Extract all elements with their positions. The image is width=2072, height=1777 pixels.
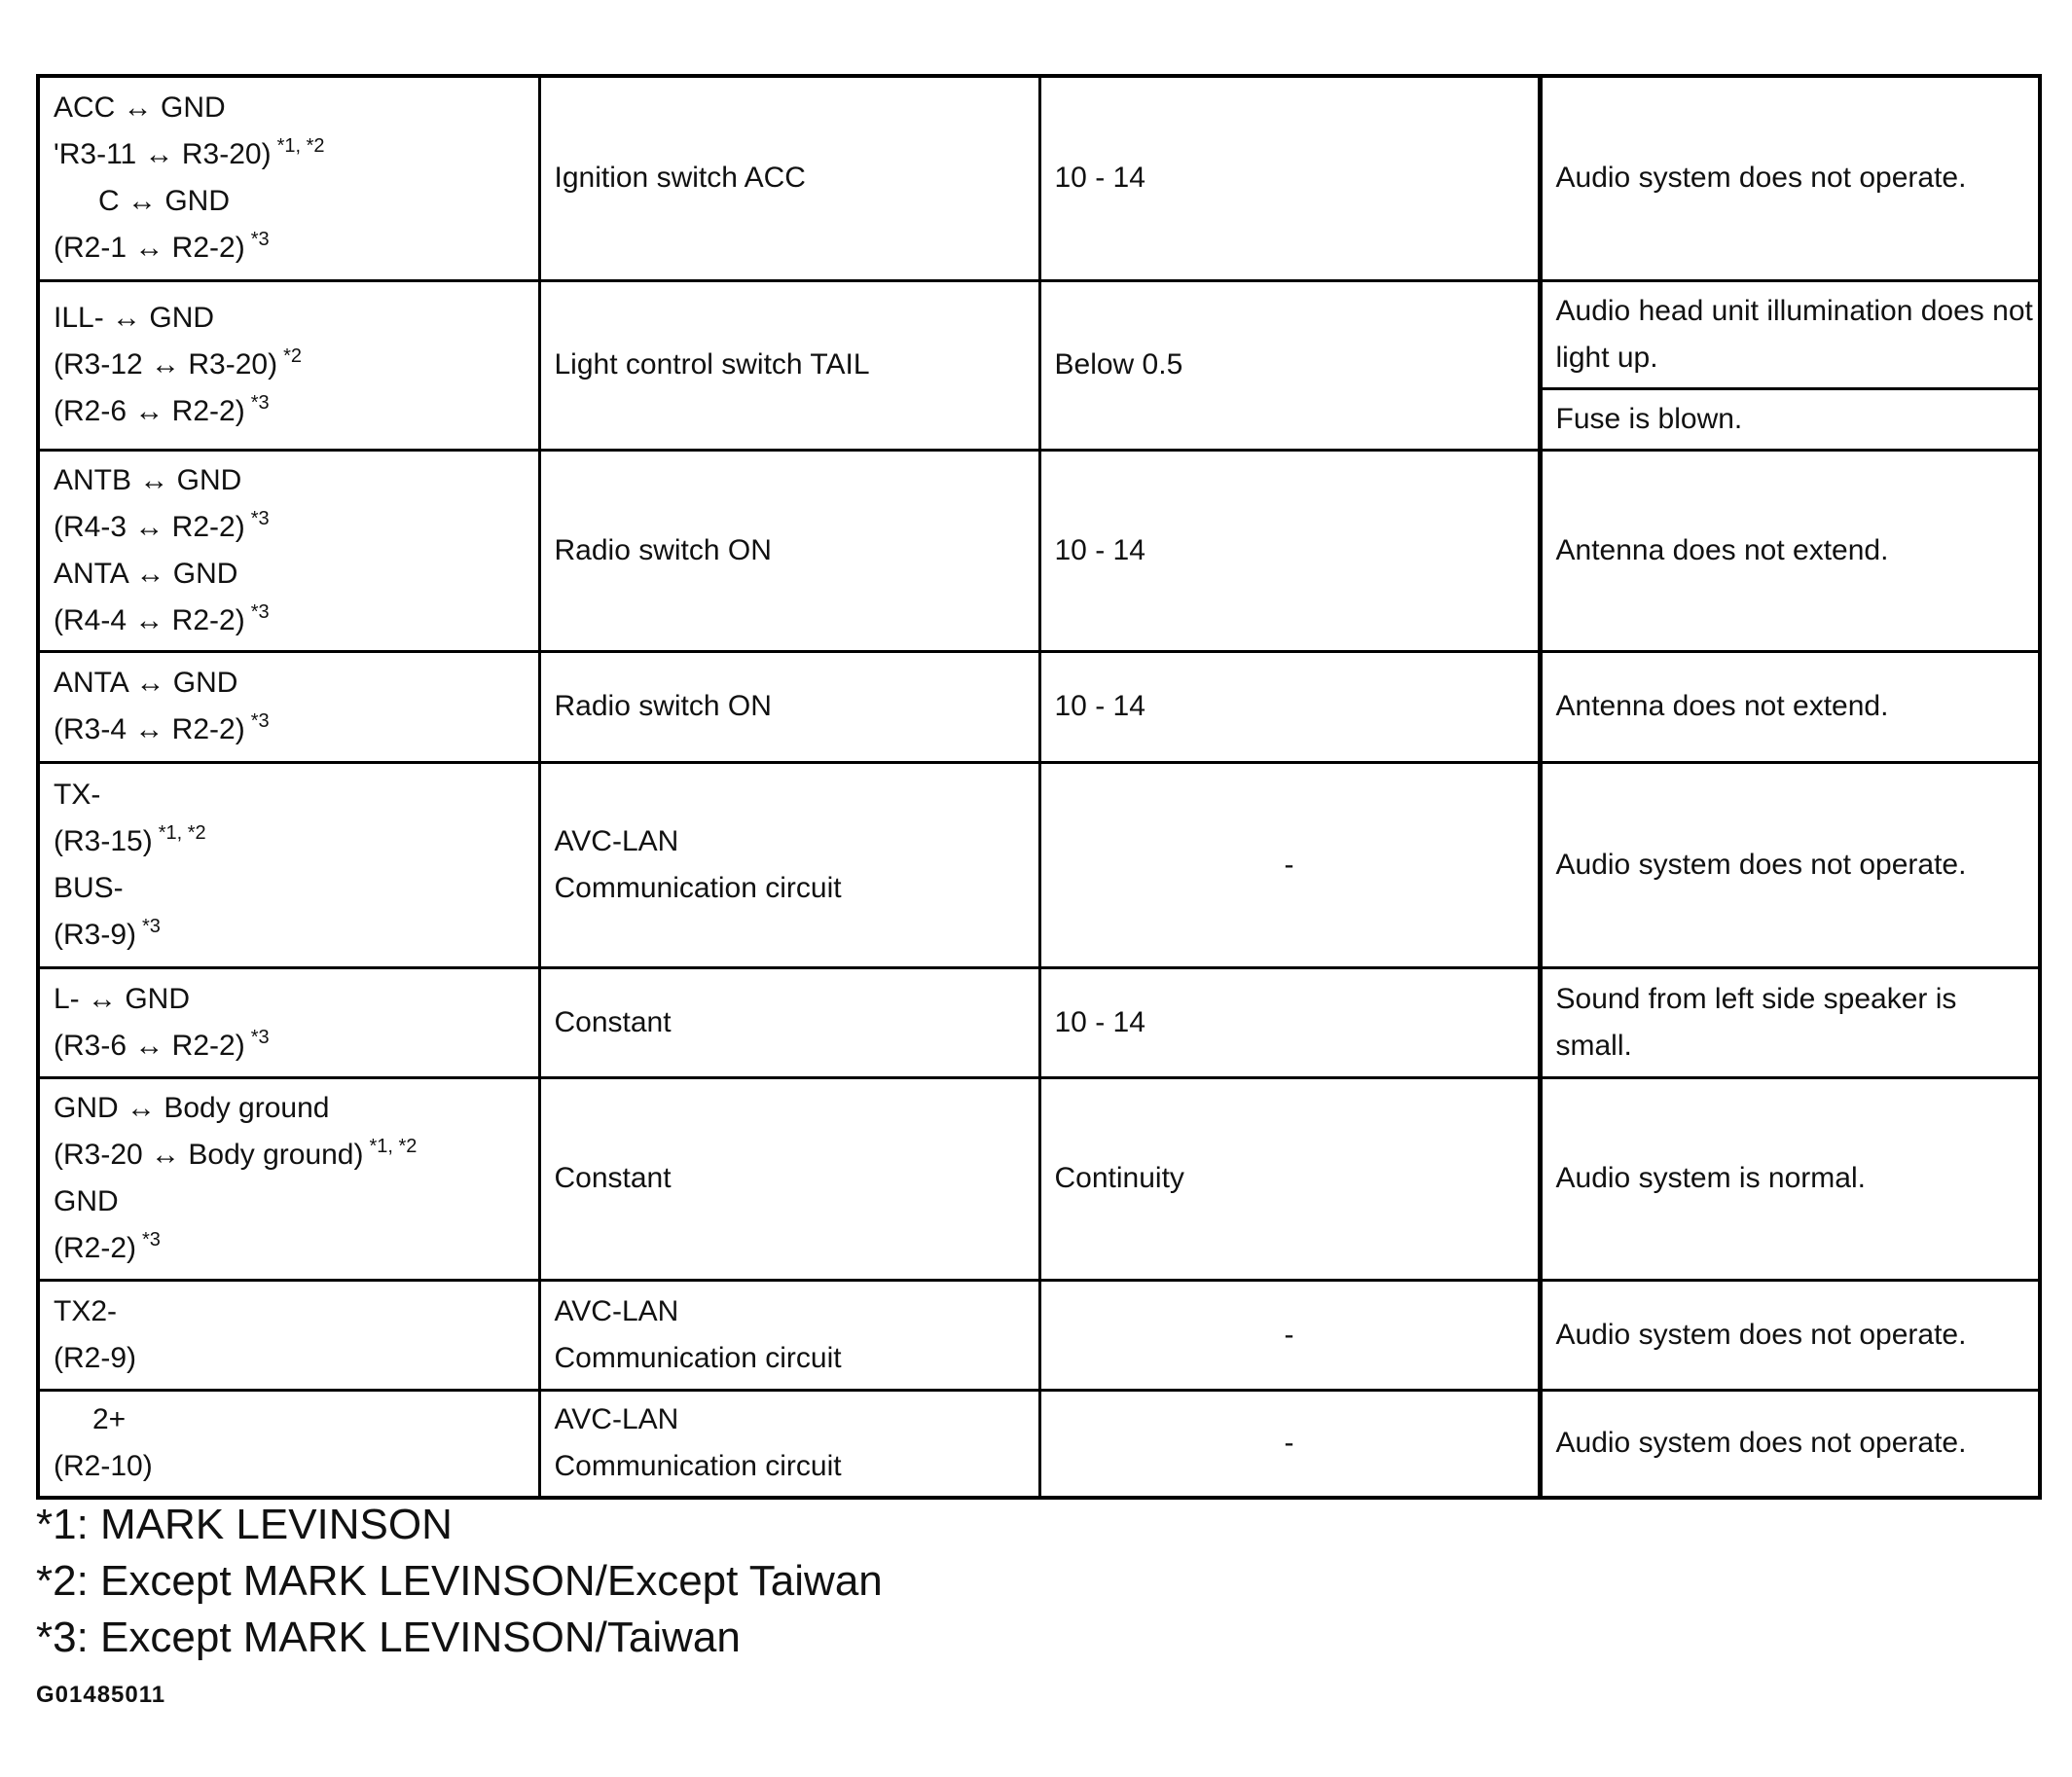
table-row <box>38 450 2040 651</box>
terminal-text: ILL- ↔ GND <box>54 302 215 334</box>
symptom-cell: Audio system is normal. <box>1540 1077 2040 1280</box>
terminal-text: ANTA ↔ GND <box>54 667 238 699</box>
condition-cell: Light control switch TAIL <box>539 280 1039 450</box>
footnote-ref: *2 <box>283 345 302 367</box>
value-cell: Below 0.5 <box>1039 280 1540 450</box>
symptom-cell: Fuse is blown. <box>1540 388 2040 450</box>
terminal-text: (R2-9) <box>54 1341 137 1374</box>
symptom-cell: Audio head unit illumination does not light up. <box>1540 280 2040 388</box>
terminal-text: (R3-20 ↔ Body ground) <box>54 1139 364 1171</box>
terminal-text: 2+ <box>92 1403 127 1436</box>
value-cell: - <box>1039 1280 1540 1390</box>
condition-cell: Radio switch ON <box>539 450 1039 651</box>
terminal-text: GND <box>54 1185 119 1217</box>
terminal-text: BUS- <box>54 871 124 904</box>
table-row <box>38 651 2040 762</box>
terminal-text: (R3-9) <box>54 918 137 951</box>
terminal-text: (R2-2) <box>54 1232 137 1264</box>
footnote-ref: *1, *2 <box>276 135 325 158</box>
footnote-ref: *3 <box>250 710 270 732</box>
symptom-cell: Antenna does not extend. <box>1540 651 2040 762</box>
value-cell: - <box>1039 1390 1540 1498</box>
condition-cell: Constant <box>539 1077 1039 1280</box>
table-row <box>38 967 2040 1077</box>
symptom-cell: Audio system does not operate. <box>1540 76 2040 280</box>
footnote-ref: *3 <box>250 600 270 623</box>
footnote-ref: *3 <box>250 1026 270 1048</box>
value-cell: 10 - 14 <box>1039 967 1540 1077</box>
value-cell: - <box>1039 762 1540 967</box>
terminal-cell <box>38 450 539 651</box>
terminal-text: (R2-10) <box>54 1450 153 1483</box>
terminal-cell <box>38 967 539 1077</box>
terminal-text: (R4-3 ↔ R2-2) <box>54 510 245 543</box>
footnote-ref: *3 <box>142 1229 161 1251</box>
condition-cell: AVC-LAN Communication circuit <box>539 1280 1039 1390</box>
table-row <box>38 76 2040 280</box>
value-cell: 10 - 14 <box>1039 450 1540 651</box>
table-row <box>38 1077 2040 1280</box>
terminal-cell <box>38 1280 539 1390</box>
terminal-text: L- ↔ GND <box>54 982 191 1015</box>
terminal-cell <box>38 762 539 967</box>
terminal-text: C ↔ GND <box>98 185 230 218</box>
table-row <box>38 1390 2040 1498</box>
table-row <box>38 762 2040 967</box>
terminal-cell <box>38 1390 539 1498</box>
symptom-cell: Audio system does not operate. <box>1540 1280 2040 1390</box>
footnote-1: *1: MARK LEVINSON <box>36 1501 453 1548</box>
footnote-ref: *1, *2 <box>158 821 206 844</box>
terminal-text: ANTA ↔ GND <box>54 557 238 590</box>
footnote-ref: *3 <box>250 392 270 414</box>
footnotes <box>36 1497 883 1666</box>
condition-cell: Constant <box>539 967 1039 1077</box>
footnote-ref: *3 <box>142 915 161 937</box>
terminal-text: (R2-6 ↔ R2-2) <box>54 395 245 427</box>
terminal-cell <box>38 76 539 280</box>
terminal-text: (R2-1 ↔ R2-2) <box>54 232 245 265</box>
condition-cell: AVC-LAN Communication circuit <box>539 762 1039 967</box>
terminal-text: TX- <box>54 778 101 811</box>
footnote-3: *3: Except MARK LEVINSON/Taiwan <box>36 1614 741 1661</box>
footnote-ref: *1, *2 <box>369 1136 418 1157</box>
symptom-cell: Sound from left side speaker is small. <box>1540 967 2040 1077</box>
terminal-text: TX2- <box>54 1294 118 1327</box>
terminal-text: GND ↔ Body ground <box>54 1092 330 1124</box>
terminal-text: (R3-12 ↔ R3-20) <box>54 348 278 381</box>
terminal-cell <box>38 1077 539 1280</box>
condition-cell: Radio switch ON <box>539 651 1039 762</box>
terminal-text: ACC ↔ GND <box>54 91 226 125</box>
inspection-table <box>36 74 2042 1500</box>
value-cell: 10 - 14 <box>1039 651 1540 762</box>
terminal-cell <box>38 280 539 450</box>
symptom-cell: Audio system does not operate. <box>1540 762 2040 967</box>
terminal-text: ANTB ↔ GND <box>54 463 242 496</box>
terminal-cell <box>38 651 539 762</box>
condition-cell: Ignition switch ACC <box>539 76 1039 280</box>
table-row <box>38 1280 2040 1390</box>
terminal-text: (R3-15) <box>54 824 153 857</box>
symptom-cell: Antenna does not extend. <box>1540 450 2040 651</box>
footnote-2: *2: Except MARK LEVINSON/Except Taiwan <box>36 1557 883 1605</box>
terminal-text: 'R3-11 ↔ R3-20) <box>54 138 272 171</box>
terminal-text: (R3-4 ↔ R2-2) <box>54 713 245 745</box>
symptom-cell: Audio system does not operate. <box>1540 1390 2040 1498</box>
figure-id: G01485011 <box>36 1682 166 1708</box>
footnote-ref: *3 <box>250 507 270 529</box>
value-cell: 10 - 14 <box>1039 76 1540 280</box>
table-row <box>38 280 2040 388</box>
terminal-text: (R3-6 ↔ R2-2) <box>54 1029 245 1062</box>
value-cell: Continuity <box>1039 1077 1540 1280</box>
condition-cell: AVC-LAN Communication circuit <box>539 1390 1039 1498</box>
footnote-ref: *3 <box>250 229 270 251</box>
terminal-text: (R4-4 ↔ R2-2) <box>54 603 245 636</box>
